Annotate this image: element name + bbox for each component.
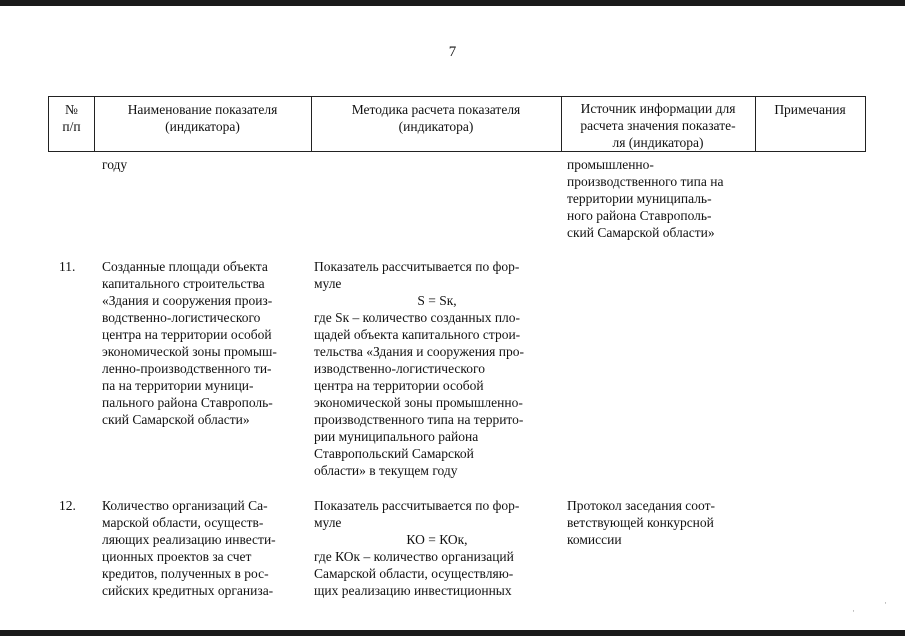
header-method-line: Методика расчета показателя	[351, 102, 521, 117]
row11-method-line: тельства «Здания и сооружения про-	[314, 344, 524, 359]
row11-name-line: водственно-логистического	[102, 310, 261, 325]
row11-name-line: «Здания и сооружения произ-	[102, 293, 273, 308]
row12-number: 12.	[59, 498, 76, 513]
cont-source-line: производственного типа на	[567, 174, 724, 189]
row11-method-line: области» в текущем году	[314, 463, 458, 478]
header-source	[561, 100, 755, 151]
row11-method-line: Показатель рассчитывается по фор-	[314, 259, 520, 274]
header-notes-line: Примечания	[774, 102, 846, 117]
row12-method-line: где КОк – количество организаций	[314, 549, 514, 564]
header-source-line: расчета значения показате-	[580, 118, 736, 133]
row12-method-line: Самарской области, осуществляю-	[314, 566, 514, 581]
cont-source-line: ский Самарской области»	[567, 225, 715, 240]
table-header	[48, 96, 866, 152]
row12-method-line: Показатель рассчитывается по фор-	[314, 498, 520, 513]
row11-name-line: экономической зоны промыш-	[102, 344, 277, 359]
scan-speck: ·	[884, 598, 887, 608]
top-scan-edge	[0, 0, 905, 6]
header-num-line: п/п	[62, 119, 81, 134]
row11-name-line: Созданные площади объекта	[102, 259, 268, 274]
header-num-line: №	[65, 102, 78, 117]
row11-method-line: Ставропольский Самарской	[314, 446, 474, 461]
row12-name-line: сийских кредитных организа-	[102, 583, 274, 598]
page-number: 7	[448, 44, 457, 60]
header-name-line: Наименование показателя	[127, 102, 278, 117]
row12-name-line: ционных проектов за счет	[102, 549, 252, 564]
row11-formula: S = Sк,	[417, 293, 457, 308]
row12-method-line: щих реализацию инвестиционных	[314, 583, 512, 598]
cont-source-line: ного района Ставрополь-	[567, 208, 712, 223]
row11-name-line: капитального строительства	[102, 276, 265, 291]
cont-name-text: году	[102, 157, 128, 172]
cont-source-line: промышленно-	[567, 157, 654, 172]
row11-number: 11.	[59, 259, 76, 274]
row11-name-line: па на территории муници-	[102, 378, 254, 393]
row12-source-line: комиссии	[567, 532, 622, 547]
row11-method-line: где Sк – количество созданных пло-	[314, 310, 521, 325]
row11-name-line: центра на территории особой	[102, 327, 272, 342]
row11-name-line: пального района Ставрополь-	[102, 395, 273, 410]
header-source-line: ля (индикатора)	[612, 135, 704, 150]
header-method	[311, 101, 561, 135]
cont-source-line: территории муниципаль-	[567, 191, 712, 206]
header-source-line: Источник информации для	[580, 101, 736, 116]
row12-formula: КО = КОк,	[406, 532, 468, 547]
row11-method-line: рии муниципального района	[314, 429, 479, 444]
row11-method-line: экономической зоны промышленно-	[314, 395, 523, 410]
row11-method-line: изводственно-логистического	[314, 361, 485, 376]
row12-method-line: муле	[314, 515, 342, 530]
row12-name-line: кредитов, полученных в рос-	[102, 566, 269, 581]
row11-method-line: центра на территории особой	[314, 378, 484, 393]
row11-method-line: щадей объекта капитального строи-	[314, 327, 521, 342]
header-name	[94, 101, 311, 135]
scan-speck: ·	[852, 606, 855, 616]
row12-name-line: ляющих реализацию инвести-	[102, 532, 276, 547]
header-num	[49, 101, 94, 135]
bottom-scan-edge	[0, 630, 905, 636]
header-name-line: (индикатора)	[165, 119, 240, 134]
row11-method-line: производственного типа на террито-	[314, 412, 524, 427]
row12-source-line: ветствующей конкурсной	[567, 515, 714, 530]
row11-name-line: ленно-производственного ти-	[102, 361, 272, 376]
row12-source-line: Протокол заседания соот-	[567, 498, 715, 513]
row12-name-line: Количество организаций Са-	[102, 498, 268, 513]
row11-method-line: муле	[314, 276, 342, 291]
header-method-line: (индикатора)	[398, 119, 474, 134]
row12-name-line: марской области, осуществ-	[102, 515, 264, 530]
row11-name-line: ский Самарской области»	[102, 412, 250, 427]
header-notes	[755, 101, 865, 118]
